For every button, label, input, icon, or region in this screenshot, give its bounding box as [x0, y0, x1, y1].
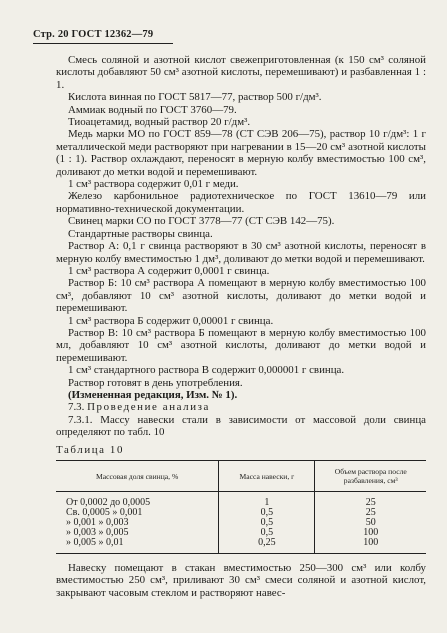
column-header-mass-fraction: Массовая доля свинца, %	[56, 461, 219, 492]
amendment-note: (Измененная редакция, Изм. № 1).	[68, 388, 238, 401]
table-header-row	[56, 461, 426, 492]
paragraph: Аммиак водный по ГОСТ 3760—79.	[68, 103, 237, 116]
paragraph: Кислота винная по ГОСТ 5817—77, раствор 500 г/дм³.	[68, 91, 322, 104]
cell-mass-fraction: Св. 0,0005 » 0,001	[66, 507, 143, 518]
section-heading	[56, 401, 426, 413]
cell-mass-fraction: » 0,001 » 0,003	[66, 517, 129, 528]
paragraph: 1 см³ раствора Б содержит 0,00001 г свинца.	[68, 314, 274, 327]
cell-volume: 50	[315, 518, 426, 528]
paragraph: 1 см³ раствора содержит 0,01 г меди.	[68, 178, 239, 191]
paragraph: Свинец марки СО по ГОСТ 3778—77 (СТ СЭВ 142—75).	[68, 215, 335, 228]
cell-sample-mass: 0,5	[219, 528, 315, 538]
section-title: Проведение анализа	[87, 401, 210, 414]
column-header-volume: Объем раствора после разбавления, см³	[315, 461, 426, 492]
header-divider	[33, 43, 173, 44]
cell-volume: 100	[315, 538, 426, 554]
table-caption: Таблица 10	[56, 443, 125, 456]
cell-volume: 100	[315, 528, 426, 538]
section-number: 7.3.	[68, 401, 85, 414]
paragraph: Навеску помещают в стакан вместимостью 250—300 см³ или колбу вместимостью 250 см³, приливают 30 см³ смеси соляной и азотной кислот, закрывают часовым стеклом и растворяют навес-	[56, 562, 426, 599]
lead-sample-table	[56, 460, 426, 554]
paragraph: Раствор готовят в день употребления.	[68, 376, 243, 389]
paragraph: 1 см³ раствора А содержит 0,0001 г свинца.	[68, 264, 270, 277]
paragraph: Тиоацетамид, водный раствор 20 г/дм³.	[68, 116, 251, 129]
cell-mass-fraction: От 0,0002 до 0,0005	[66, 497, 151, 508]
paragraph: Раствор В: 10 см³ раствора Б помещают в мерную колбу вместимостью 100 мл, добавляют 10 см³ азотной кислоты, доливают до метки водой и перемешивают.	[56, 326, 426, 364]
paragraph: Стандартные растворы свинца.	[68, 227, 213, 240]
paragraph: Медь марки МО по ГОСТ 859—78 (СТ СЭВ 206—75), раствор 10 г/дм³: 1 г металлической меди растворяют при нагревании в 15—20 см³ азотной кислоты (1 : 1). Раствор охлаждают, переносят в мерную колбу вместимостью 100 см³, доливают до метки водой и перемешивают.	[56, 128, 426, 178]
cell-sample-mass: 0,25	[219, 538, 315, 554]
cell-sample-mass: 0,5	[219, 508, 315, 518]
page-header: Стр. 20 ГОСТ 12362—79	[33, 29, 154, 40]
document-body	[56, 54, 426, 599]
cell-mass-fraction: » 0,005 » 0,01	[66, 537, 124, 548]
table-row	[56, 492, 426, 509]
cell-volume: 25	[315, 508, 426, 518]
paragraph: Железо карбонильное радиотехническое по ГОСТ 13610—79 или нормативно-технической документации.	[56, 190, 426, 215]
paragraph: Смесь соляной и азотной кислот свежеприготовленная (к 150 см³ соляной кислоты добавляют 50 см³ азотной кислоты, перемешивают) и разбавленная 1 : 1.	[56, 54, 426, 91]
cell-sample-mass: 1	[219, 492, 315, 509]
cell-sample-mass: 0,5	[219, 518, 315, 528]
column-header-sample-mass: Масса навески, г	[219, 461, 315, 492]
cell-mass-fraction: » 0,003 » 0,005	[66, 527, 129, 538]
table-row	[56, 538, 426, 554]
cell-volume: 25	[315, 492, 426, 509]
paragraph: Раствор А: 0,1 г свинца растворяют в 30 см³ азотной кислоты, переносят в мерную колбу вместимостью 1 дм³, доливают до метки водой и перемешивают.	[56, 240, 426, 265]
paragraph: 7.3.1. Массу навески стали в зависимости от массовой доли свинца определяют по табл. 10	[56, 413, 426, 439]
paragraph: Раствор Б: 10 см³ раствора А помещают в мерную колбу вместимостью 100 см³, добавляют 10 см³ азотной кислоты, доливают до метки водой и перемешивают.	[56, 277, 426, 315]
paragraph: 1 см³ стандартного раствора В содержит 0,000001 г свинца.	[68, 364, 345, 377]
